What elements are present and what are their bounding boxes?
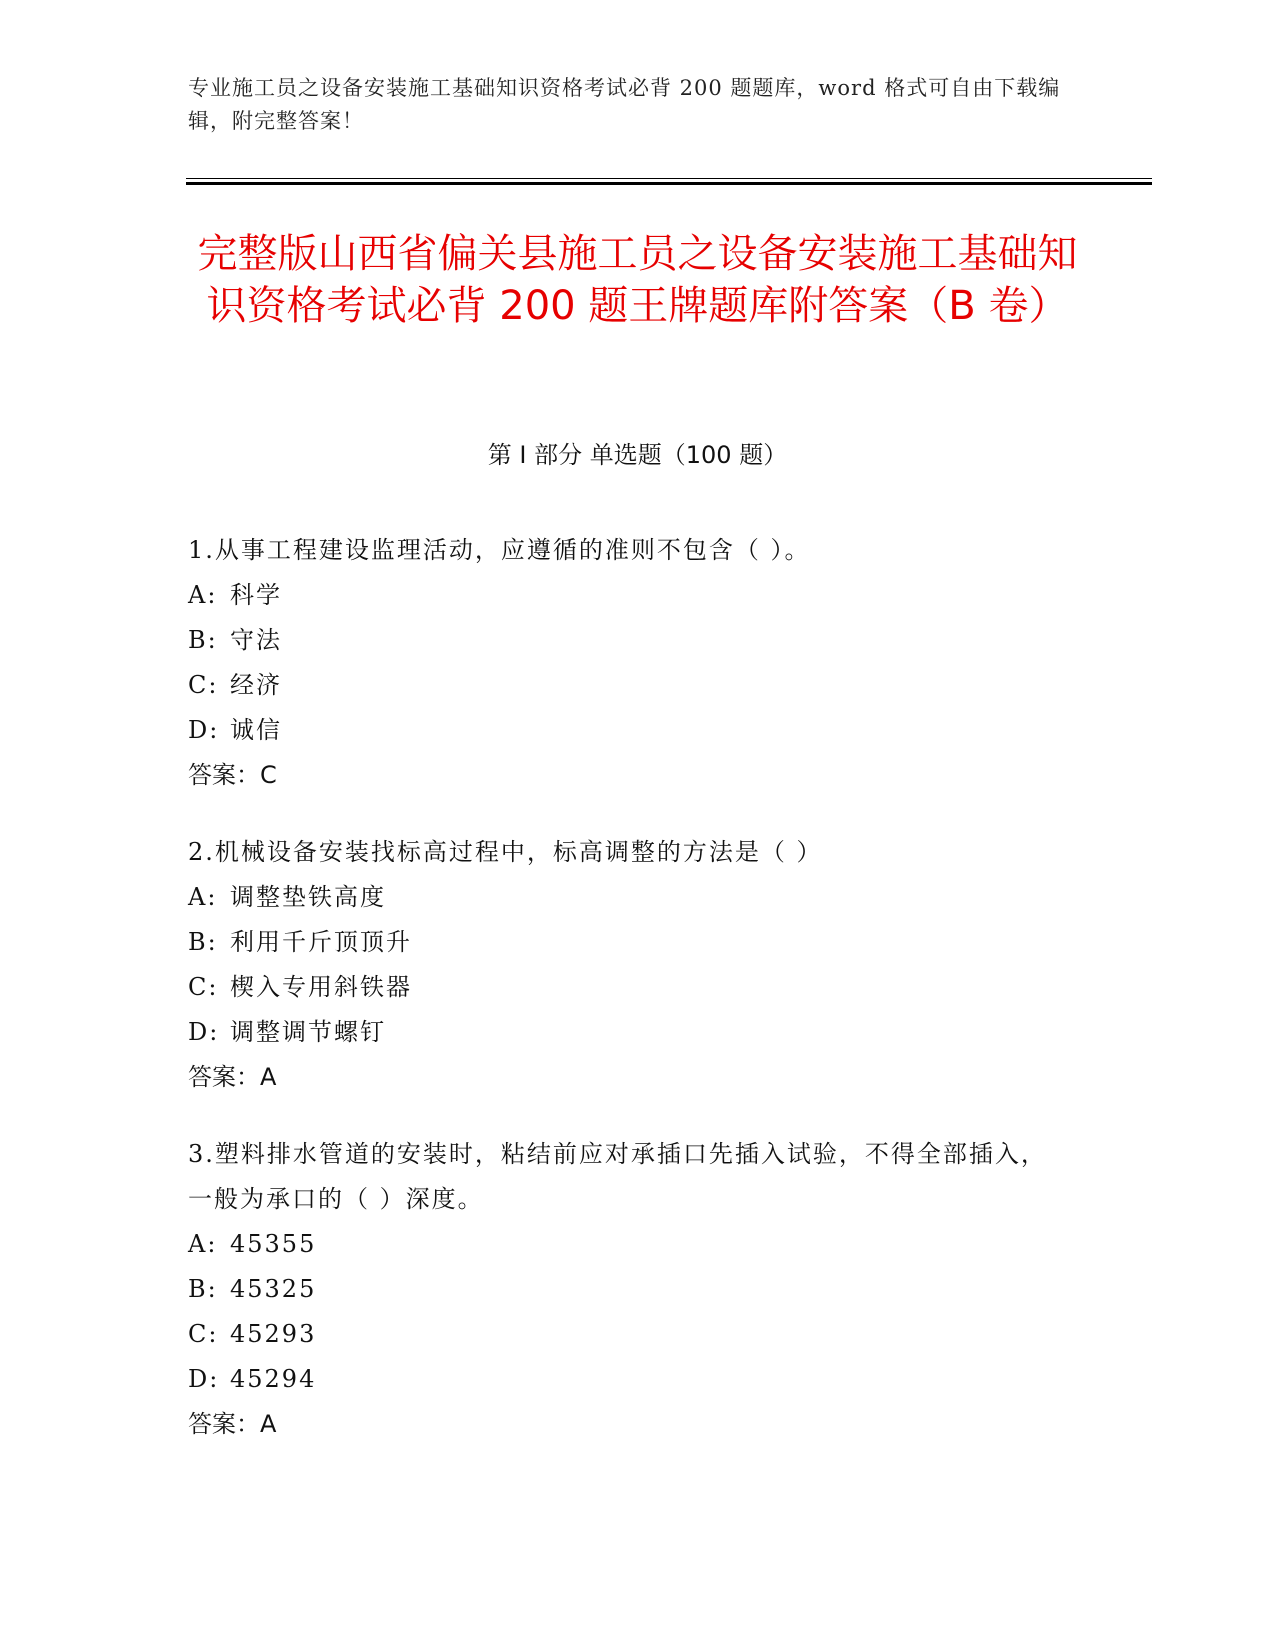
answer-line [188,1402,1068,1447]
option-text: 调整垫铁高度 [230,883,386,911]
option-text: 利用千斤顶顶升 [230,928,412,956]
option-text: 45355 [230,1230,317,1258]
option-c [188,663,1068,708]
option-a [188,1222,1068,1267]
question-text: 1.从事工程建设监理活动，应遵循的准则不包含（ ）。 [188,536,811,564]
question-3 [188,1132,1068,1447]
question-text: 3.塑料排水管道的安装时，粘结前应对承插口先插入试验，不得全部插入，一般为承口的（ ）深度。 [188,1140,1047,1213]
option-d [188,708,1068,753]
option-letter: B: [188,1275,218,1303]
option-text: 45293 [230,1320,317,1348]
answer-label: 答案： [188,761,260,789]
option-b [188,618,1068,663]
question-2 [188,830,1068,1100]
answer-label: 答案： [188,1063,260,1091]
question-1 [188,528,1068,798]
option-c [188,965,1068,1010]
option-text: 45325 [230,1275,317,1303]
option-a [188,573,1068,618]
header-rule-thick [186,182,1152,185]
option-letter: C: [188,1320,219,1348]
page-header: 专业施工员之设备安装施工基础知识资格考试必背 200 题题库，word 格式可自由下载编辑，附完整答案！ [188,76,1061,133]
option-a [188,875,1068,920]
option-b [188,920,1068,965]
option-letter: A: [188,883,218,911]
option-d [188,1010,1068,1055]
option-letter: C: [188,671,219,699]
answer-value: A [260,1410,277,1438]
option-text: 诚信 [230,716,282,744]
option-text: 经济 [230,671,282,699]
option-letter: D: [188,1018,220,1046]
answer-value: C [260,761,277,789]
answer-line [188,753,1068,798]
option-text: 调整调节螺钉 [230,1018,386,1046]
answer-value: A [260,1063,277,1091]
option-letter: D: [188,1365,220,1393]
option-letter: A: [188,1230,218,1258]
section-heading: 第 I 部分 单选题（100 题） [487,441,788,469]
option-letter: A: [188,581,218,609]
option-text: 楔入专用斜铁器 [230,973,412,1001]
option-c [188,1312,1068,1357]
option-letter: D: [188,716,220,744]
option-text: 45294 [230,1365,317,1393]
option-text: 守法 [230,626,282,654]
header-rule-thin [186,178,1152,179]
option-letter: B: [188,928,218,956]
answer-line [188,1055,1068,1100]
option-letter: C: [188,973,219,1001]
option-letter: B: [188,626,218,654]
document-title: 完整版山西省偏关县施工员之设备安装施工基础知识资格考试必背 200 题王牌题库附答案（B 卷） [197,231,1078,329]
question-text: 2.机械设备安装找标高过程中，标高调整的方法是（ ） [188,838,823,866]
answer-label: 答案： [188,1410,260,1438]
question-list [188,528,1068,1479]
option-b [188,1267,1068,1312]
option-d [188,1357,1068,1402]
option-text: 科学 [230,581,282,609]
